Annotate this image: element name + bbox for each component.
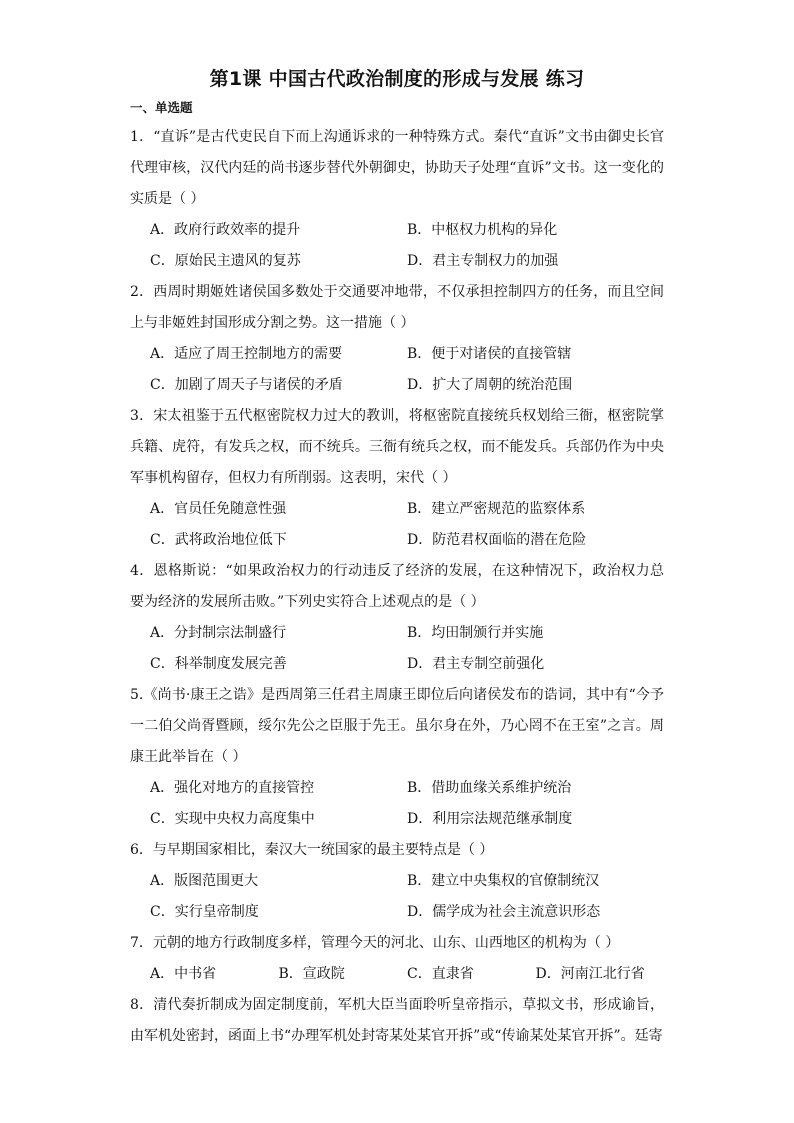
answer-option[interactable]: C．实现中央权力高度集中 bbox=[150, 811, 315, 827]
answer-option[interactable]: B．便于对诸侯的直接管辖 bbox=[407, 346, 572, 362]
question-stem: 3．宋太祖鉴于五代枢密院权力过大的教训，将枢密院直接统兵权划给三衙，枢密院掌兵籍、虎符，有发兵之权，而不统兵。三衙有统兵之权，而不能发兵。兵部仍作为中央军事机构留存，但权力有所削弱。这表明，宋代（ ） bbox=[130, 408, 664, 486]
answer-option[interactable]: B．借助血缘关系维护统治 bbox=[407, 780, 572, 796]
question-item bbox=[130, 835, 664, 928]
question-stem: 4．恩格斯说：“如果政治权力的行动违反了经济的发展，在这种情况下，政治权力总要为经济的发展所击败。”下列史实符合上述观点的是（ ） bbox=[130, 563, 664, 610]
question-item bbox=[130, 990, 664, 1052]
answer-option[interactable]: A．官员任免随意性强 bbox=[150, 501, 287, 517]
question-item bbox=[130, 680, 664, 835]
answer-option[interactable]: A．中书省 bbox=[150, 966, 217, 982]
question-list bbox=[130, 122, 664, 1052]
question-item bbox=[130, 401, 664, 556]
answer-option[interactable]: C．直隶省 bbox=[407, 966, 474, 982]
answer-option[interactable]: D．防范君权面临的潜在危险 bbox=[407, 532, 587, 548]
option-group bbox=[150, 959, 664, 990]
answer-option[interactable]: B．均田制颁行并实施 bbox=[407, 625, 544, 641]
question-item bbox=[130, 928, 664, 990]
question-item bbox=[130, 122, 664, 277]
option-group bbox=[150, 494, 664, 556]
answer-option[interactable]: C．加剧了周天子与诸侯的矛盾 bbox=[150, 377, 343, 393]
answer-option[interactable]: D．儒学成为社会主流意识形态 bbox=[407, 904, 601, 920]
answer-option[interactable]: B．中枢权力机构的异化 bbox=[407, 222, 558, 238]
option-group bbox=[150, 773, 664, 835]
answer-option[interactable]: B．建立中央集权的官僚制统汉 bbox=[407, 873, 600, 889]
answer-option[interactable]: A．适应了周王控制地方的需要 bbox=[150, 346, 343, 362]
answer-option[interactable]: C．武将政治地位低下 bbox=[150, 532, 287, 548]
question-stem: 6．与早期国家相比，秦汉大一统国家的最主要特点是（ ） bbox=[130, 842, 494, 858]
question-item bbox=[130, 277, 664, 401]
answer-option[interactable]: D．君主专制权力的加强 bbox=[407, 253, 559, 269]
answer-option[interactable]: D．扩大了周朝的统治范围 bbox=[407, 377, 573, 393]
section-heading: 一、单选题 bbox=[130, 100, 193, 115]
option-group bbox=[150, 215, 664, 277]
answer-option[interactable]: A．版图范围更大 bbox=[150, 873, 259, 889]
answer-option[interactable]: B．宣政院 bbox=[278, 966, 345, 982]
answer-option[interactable]: A．政府行政效率的提升 bbox=[150, 222, 301, 238]
question-stem: 2．西周时期姬姓诸侯国多数处于交通要冲地带，不仅承担控制四方的任务，而且空间上与非姬姓封国形成分割之势。这一措施（ ） bbox=[130, 284, 664, 331]
answer-option[interactable]: D．利用宗法规范继承制度 bbox=[407, 811, 573, 827]
answer-option[interactable]: D．君主专制空前强化 bbox=[407, 656, 545, 672]
answer-option[interactable]: C．原始民主遗风的复苏 bbox=[150, 253, 301, 269]
question-stem: 1．“直诉”是古代吏民自下而上沟通诉求的一种特殊方式。秦代“直诉”文书由御史长官代理审核，汉代内廷的尚书逐步替代外朝御史，协助天子处理“直诉”文书。这一变化的实质是（ ） bbox=[130, 129, 664, 207]
answer-option[interactable]: C．科举制度发展完善 bbox=[150, 656, 287, 672]
answer-option[interactable]: C．实行皇帝制度 bbox=[150, 904, 259, 920]
answer-option[interactable]: A．分封制宗法制盛行 bbox=[150, 625, 287, 641]
question-item bbox=[130, 556, 664, 680]
answer-option[interactable]: D．河南江北行省 bbox=[535, 966, 645, 982]
answer-option[interactable]: B．建立严密规范的监察体系 bbox=[407, 501, 586, 517]
option-group bbox=[150, 339, 664, 401]
question-stem: 7．元朝的地方行政制度多样，管理今天的河北、山东、山西地区的机构为（ ） bbox=[130, 935, 620, 951]
question-stem: 8．清代奏折制成为固定制度前，军机大臣当面聆听皇帝指示，草拟文书，形成谕旨，由军机处密封，函面上书“办理军机处封寄某处某官开拆”或“传谕某处某官开拆”。廷寄 bbox=[130, 997, 664, 1044]
answer-option[interactable]: A．强化对地方的直接管控 bbox=[150, 780, 315, 796]
page-title: 第1课 中国古代政治制度的形成与发展 练习 bbox=[209, 68, 585, 90]
option-group bbox=[150, 618, 664, 680]
question-stem: 5.《尚书·康王之诰》是西周第三任君主周康王即位后向诸侯发布的诰词，其中有“今予一二伯父尚胥暨顾，绥尔先公之臣服于先王。虽尔身在外，乃心罔不在王室”之言。周康王此举旨在（ ） bbox=[130, 687, 664, 765]
option-group bbox=[150, 866, 664, 928]
